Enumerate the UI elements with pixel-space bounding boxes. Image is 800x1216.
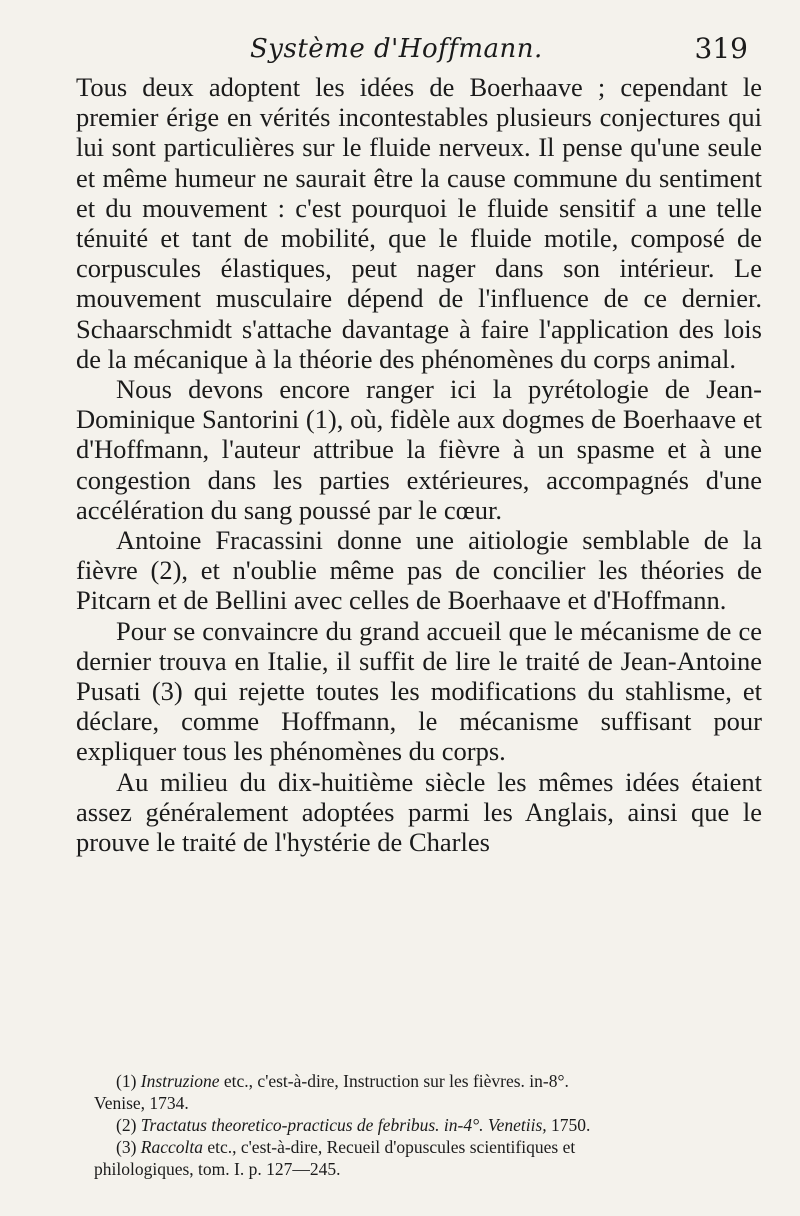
footnote-title: Raccolta	[140, 1137, 203, 1157]
paragraph-1: Tous deux adoptent les idées de Boerhaave ; cependant le premier érige en vérités incontestables plusieurs conjectures qui lui sont particulières sur le fluide nerveux. Il pense qu'une seule et même humeur ne saurait être la cause commune du sentiment et du mouvement : c'est pourquoi le fluide sensitif a une telle ténuité et tant de mobilité, que le fluide motile, composé de corpuscules élastiques, peut nager dans son intérieur. Le mouvement musculaire dépend de l'influence de ce dernier. Schaarschmidt s'attache davantage à faire l'application des lois de la mécanique à la théorie des phénomènes du corps animal.	[76, 72, 762, 374]
footnote-text: etc., c'est-à-dire, Recueil d'opuscules scientifiques et	[202, 1137, 576, 1157]
paragraph-5: Au milieu du dix-huitième siècle les mêmes idées étaient assez généralement adoptées parmi les Anglais, ainsi que le prouve le traité de l'hystérie de Charles	[76, 766, 762, 858]
footnote-marker: (2)	[116, 1115, 137, 1135]
footnote-text: philologiques, tom. I. p. 127—245.	[94, 1159, 341, 1179]
page-number: 319	[694, 32, 748, 65]
footnote-text: Venise, 1734.	[94, 1093, 189, 1113]
running-title: Système d'Hoffmann.	[250, 34, 543, 64]
footnote-title: Tractatus theoretico-practicus de febribus. in-4°. Venetiis,	[140, 1115, 547, 1135]
page-header	[0, 28, 800, 72]
footnote-1-continued	[94, 1092, 766, 1114]
paragraph-3: Antoine Fracassini donne une aitiologie semblable de la fièvre (2), et n'oublie même pas de concilier les théories de Pitcarn et de Bellini avec celles de Boerhaave et d'Hoffmann.	[76, 525, 762, 616]
paragraph-4: Pour se convaincre du grand accueil que le mécanisme de ce dernier trouva en Italie, il suffit de lire le traité de Jean-Antoine Pusati (3) qui rejette toutes les modifications du stahlisme, et déclare, comme Hoffmann, le mécanisme suffisant pour expliquer tous les phénomènes du corps.	[76, 615, 762, 767]
footnote-marker: (3)	[116, 1137, 137, 1157]
body-text	[76, 72, 762, 857]
footnote-text: etc., c'est-à-dire, Instruction sur les fièvres. in-8°.	[219, 1071, 569, 1091]
footnote-3	[96, 1136, 766, 1158]
footnote-title: Instruzione	[140, 1071, 220, 1091]
paragraph-2: Nous devons encore ranger ici la pyrétologie de Jean-Dominique Santorini (1), où, fidèle aux dogmes de Boerhaave et d'Hoffmann, l'auteur attribue la fièvre à un spasme et à une congestion dans les parties extérieures, accompagnés d'une accélération du sang poussé par le cœur.	[76, 374, 762, 525]
footnote-3-continued	[94, 1158, 766, 1180]
footnotes	[96, 1070, 766, 1180]
footnote-text: 1750.	[546, 1115, 591, 1135]
footnote-1	[96, 1070, 766, 1092]
footnote-marker: (1)	[116, 1071, 137, 1091]
footnote-2	[96, 1114, 766, 1136]
